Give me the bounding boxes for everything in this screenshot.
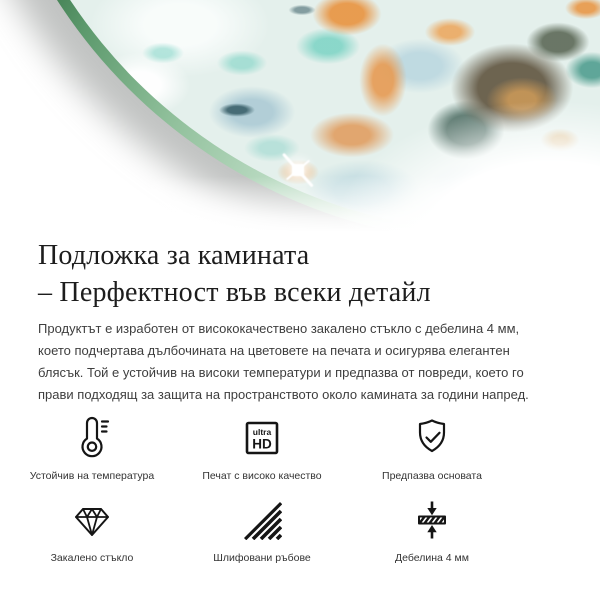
page-title-line2: – Перфектност във всеки детайл — [38, 277, 431, 308]
svg-text:HD: HD — [252, 436, 272, 452]
feature-polished-edges — [177, 496, 347, 564]
feature-print-quality — [177, 414, 347, 482]
polished-edges-icon — [240, 496, 284, 542]
svg-text:ultra: ultra — [252, 427, 272, 437]
page-title — [38, 237, 562, 311]
product-photo — [0, 0, 600, 232]
diamond-icon — [70, 496, 114, 542]
thermometer-icon — [70, 414, 114, 460]
feature-label: Дебелина 4 мм — [395, 552, 469, 564]
features-grid — [7, 414, 517, 564]
feature-protects-base — [347, 414, 517, 482]
feature-label: Устойчив на температура — [29, 470, 155, 482]
product-info-section — [0, 237, 600, 564]
feature-tempered-glass — [7, 496, 177, 564]
feature-thickness — [347, 496, 517, 564]
shield-check-icon — [410, 414, 454, 460]
page-title-line1: Подложка за камината — [38, 240, 310, 271]
feature-label: Шлифовани ръбове — [213, 552, 311, 564]
glass-disc-edge — [0, 0, 600, 232]
marble-print-art — [0, 0, 600, 232]
ultra-hd-icon — [240, 414, 284, 460]
feature-label: Печат с високо качество — [202, 470, 322, 482]
product-description: Продуктът е изработен от висококачествено закалено стъкло с дебелина 4 мм, което подчертава дълбочината на цветовете на печата и осигурява елегантен блясък. Той е устойчив на високи температури и предпазва от повреди, което го прави подходящ за защита на пространството около камината за години напред. — [38, 321, 529, 402]
feature-label: Предпазва основата — [382, 470, 482, 482]
feature-temperature — [7, 414, 177, 482]
thickness-icon — [410, 496, 454, 542]
feature-label: Закалено стъкло — [50, 552, 134, 564]
